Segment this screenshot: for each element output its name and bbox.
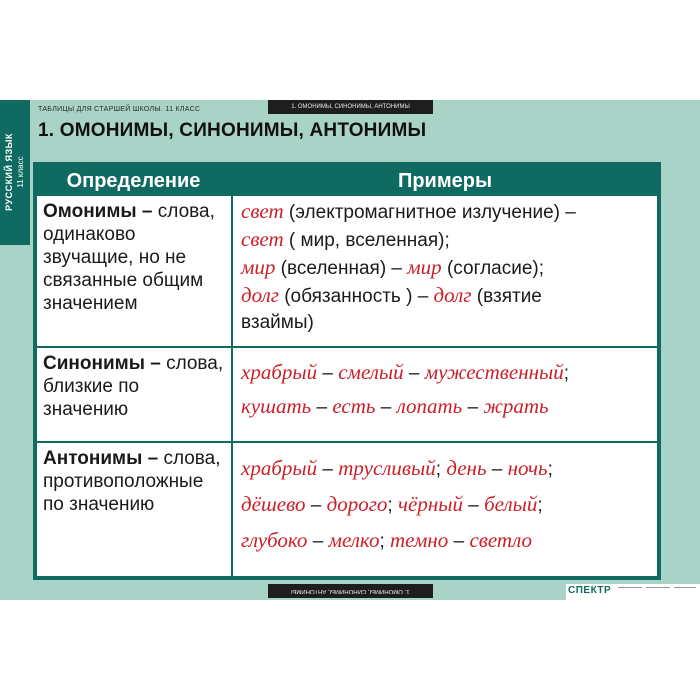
example-text: (обязанность ) – — [278, 286, 434, 307]
example-line — [241, 487, 653, 523]
example-word: долг — [241, 283, 279, 307]
example-word: темно — [390, 528, 449, 552]
example-text: ; — [563, 363, 570, 384]
examples-cell — [241, 356, 653, 424]
definition-text: слова, близкие по значению — [43, 353, 224, 420]
definition-text: слова, противоположные по значению — [43, 448, 221, 515]
example-text: (согласие); — [441, 258, 545, 279]
example-word: глубоко — [241, 528, 308, 552]
example-text: взаймы) — [241, 312, 314, 333]
example-word: лопать — [396, 394, 463, 418]
example-word: мир — [241, 255, 276, 279]
example-line — [241, 451, 653, 487]
example-line — [241, 282, 653, 310]
definition-cell — [43, 447, 229, 516]
example-text: – — [448, 531, 470, 552]
examples-cell — [241, 451, 653, 559]
table-body — [37, 196, 657, 576]
example-line — [241, 226, 653, 254]
example-line — [241, 310, 653, 336]
example-line — [241, 254, 653, 282]
header-examples: Примеры — [397, 170, 493, 192]
fine-print — [618, 587, 642, 588]
example-text: ; — [537, 495, 543, 516]
example-text: (взятие — [471, 286, 542, 307]
example-word: трусливый — [338, 456, 436, 480]
example-word: смелый — [338, 360, 404, 384]
subject-side-tab — [0, 100, 30, 245]
table-row-homonyms — [37, 196, 657, 346]
example-text: ( мир, вселенная); — [283, 230, 450, 251]
example-word: белый — [484, 492, 538, 516]
example-word: дёшево — [241, 492, 306, 516]
definition-cell — [43, 200, 229, 315]
fine-print — [646, 587, 670, 588]
example-word: храбрый — [241, 360, 318, 384]
example-line — [241, 390, 653, 424]
side-grade-label: 11 класс — [16, 156, 25, 188]
term-dash: – — [144, 353, 161, 374]
example-text: – — [375, 397, 397, 418]
example-text: – — [462, 495, 485, 516]
example-text: ; — [547, 459, 553, 480]
example-word: день — [446, 456, 487, 480]
example-text: – — [317, 363, 339, 384]
example-text: – — [311, 397, 333, 418]
example-line — [241, 356, 653, 390]
example-word: долг — [433, 283, 472, 307]
example-line — [241, 523, 653, 559]
header-definition: Определение — [66, 170, 201, 192]
publisher-box — [566, 584, 700, 600]
definition-text: слова, одинаково звучащие, но не связанные общим значением — [43, 201, 215, 314]
example-text: – — [307, 531, 329, 552]
table-header — [37, 166, 657, 196]
term-label: Антонимы — [43, 448, 143, 469]
comparison-table — [33, 162, 661, 580]
definition-cell — [43, 352, 229, 421]
poster — [0, 100, 700, 600]
example-text: ; — [387, 495, 398, 516]
example-word: светло — [469, 528, 532, 552]
example-word: свет — [241, 199, 284, 223]
example-line — [241, 198, 653, 226]
example-text: ; — [379, 531, 391, 552]
example-text: – — [305, 495, 327, 516]
example-text: (электромагнитное излучение) – — [283, 202, 576, 223]
example-word: мир — [407, 255, 442, 279]
example-text: – — [317, 459, 339, 480]
term-label: Омонимы — [43, 201, 137, 222]
example-word: жрать — [483, 394, 549, 418]
example-word: мелко — [328, 528, 380, 552]
example-word: свет — [241, 227, 284, 251]
bottom-strip-text: 1. ОМОНИМЫ, СИНОНИМЫ, АНТОНИМЫ — [291, 588, 410, 594]
term-dash: – — [142, 448, 159, 469]
example-text: – — [486, 459, 508, 480]
example-text: ; — [435, 459, 447, 480]
example-word: есть — [332, 394, 376, 418]
examples-cell — [241, 198, 653, 336]
example-text: – — [403, 363, 425, 384]
series-label: ТАБЛИЦЫ ДЛЯ СТАРШЕЙ ШКОЛЫ. 11 КЛАСС — [38, 106, 201, 113]
example-word: кушать — [241, 394, 312, 418]
example-word: дорого — [326, 492, 388, 516]
example-word: ночь — [507, 456, 548, 480]
fine-print — [674, 587, 696, 588]
side-subject-label: РУССКИЙ ЯЗЫК — [4, 133, 14, 211]
example-text: – — [462, 397, 484, 418]
table-row-antonyms — [37, 443, 657, 576]
example-word: храбрый — [241, 456, 318, 480]
page-title: 1. ОМОНИМЫ, СИНОНИМЫ, АНТОНИМЫ — [38, 120, 427, 141]
example-text: (вселенная) – — [275, 258, 408, 279]
term-label: Синонимы — [43, 353, 145, 374]
table-row-synonyms — [37, 348, 657, 441]
top-strip: 1. ОМОНИМЫ, СИНОНИМЫ, АНТОНИМЫ — [268, 100, 433, 114]
bottom-strip — [268, 584, 433, 598]
example-word: чёрный — [397, 492, 463, 516]
example-word: мужественный — [424, 360, 564, 384]
term-dash: – — [136, 201, 153, 222]
publisher-logo: СПЕКТР — [568, 585, 612, 596]
